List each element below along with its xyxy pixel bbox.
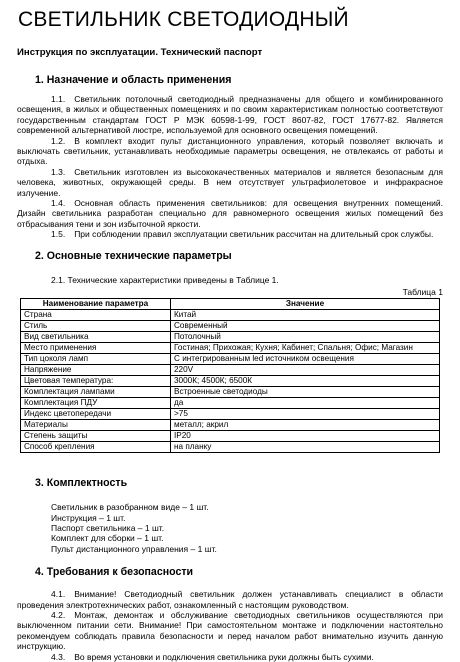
section-4-body bbox=[17, 589, 443, 662]
table-row bbox=[21, 321, 440, 332]
table-header-param: Наименование параметра bbox=[21, 299, 171, 310]
parameter-value-cell: 220V bbox=[171, 365, 440, 376]
parameter-value-cell: С интегрированным led источником освещения bbox=[171, 354, 440, 365]
paragraph-text: В комплект входит пульт дистанционного управления, который позволяет включать и выключать светильник, устанавливать необходимые параметры освещения, не отвлекаясь от работы и отдыха. bbox=[17, 135, 443, 167]
parameter-name-cell: Комплектация ПДУ bbox=[21, 398, 171, 409]
section-1-heading: 1. Назначение и область применения bbox=[35, 74, 232, 86]
paragraph-number: 1.1. bbox=[51, 94, 66, 104]
table-row bbox=[21, 420, 440, 431]
table-row bbox=[21, 376, 440, 387]
kit-item: Пульт дистанционного управления – 1 шт. bbox=[51, 543, 217, 554]
parameter-name-cell: Страна bbox=[21, 310, 171, 321]
table-row bbox=[21, 343, 440, 354]
paragraph bbox=[17, 229, 443, 239]
table-row bbox=[21, 332, 440, 343]
paragraph bbox=[17, 94, 443, 136]
table-row bbox=[21, 409, 440, 420]
parameter-value-cell: 3000К; 4500К; 6500К bbox=[171, 376, 440, 387]
section-3-heading: 3. Комплектность bbox=[35, 477, 128, 490]
paragraph-number: 1.4. bbox=[51, 198, 66, 209]
table-header-row bbox=[21, 299, 440, 310]
parameter-value-cell: Китай bbox=[171, 310, 440, 321]
paragraph-number: 4.2. bbox=[51, 609, 66, 620]
document-subtitle: Инструкция по эксплуатации. Технический паспорт bbox=[17, 47, 263, 58]
parameter-value-cell: Встроенные светодиоды bbox=[171, 387, 440, 398]
parameter-name-cell: Стиль bbox=[21, 321, 171, 332]
kit-list bbox=[51, 502, 443, 554]
parameters-table bbox=[20, 298, 440, 453]
section-4-heading: 4. Требования к безопасности bbox=[35, 566, 194, 579]
kit-item: Паспорт светильника – 1 шт. bbox=[51, 522, 165, 533]
paragraph-text: Светильник потолочный светодиодный предназначены для общего и комбинированного освещения, в жилых и общественных помещениях и по своим характеристикам полностью соответствуют государственным стандартам ГОСТ Р МЭК 60598-1-99, ГОСТ 8607-82, ГОСТ 17677-82. Является современной альтернативой люстре, используемой для основного освещения помещений. bbox=[17, 94, 443, 136]
table-row bbox=[21, 310, 440, 321]
parameter-name-cell: Место применения bbox=[21, 343, 171, 354]
table-header-value: Значение bbox=[171, 299, 440, 310]
paragraph-number: 4.3. bbox=[51, 651, 66, 662]
section-2-heading: 2. Основные технические параметры bbox=[35, 249, 232, 262]
parameter-value-cell: Гостиная; Прихожая; Кухня; Кабинет; Спальня; Офис; Магазин bbox=[171, 343, 440, 354]
parameter-value-cell: на планку bbox=[171, 442, 440, 453]
kit-item: Светильник в разобранном виде – 1 шт. bbox=[51, 502, 209, 513]
table-row bbox=[21, 442, 440, 453]
paragraph bbox=[17, 167, 443, 198]
paragraph-number: 4.1. bbox=[51, 589, 66, 600]
paragraph-text: Светильник изготовлен из высококачественных материалов и является безопасным для человека, животных, окружающей среды. В нем отсутствует ультрафиолетовое и инфракрасное излучение. bbox=[17, 166, 443, 198]
parameter-value-cell: да bbox=[171, 398, 440, 409]
paragraph-text: При соблюдении правил эксплуатации светильник рассчитан на длительный срок службы. bbox=[74, 229, 434, 240]
parameter-value-cell: >75 bbox=[171, 409, 440, 420]
paragraph bbox=[17, 589, 443, 610]
paragraph bbox=[17, 652, 443, 662]
table-row bbox=[21, 365, 440, 376]
parameter-value-cell: IP20 bbox=[171, 431, 440, 442]
paragraph-number: 1.2. bbox=[51, 135, 66, 146]
section-2-intro: 2.1. Технические характеристики приведены в Таблице 1. bbox=[51, 274, 279, 285]
section-1-body bbox=[17, 94, 443, 240]
paragraph-number: 1.5. bbox=[51, 229, 66, 240]
kit-item: Комплект для сборки – 1 шт. bbox=[51, 533, 164, 544]
paragraph bbox=[17, 198, 443, 229]
parameter-name-cell: Вид светильника bbox=[21, 332, 171, 343]
parameter-name-cell: Цветовая температура: bbox=[21, 376, 171, 387]
document-title: СВЕТИЛЬНИК СВЕТОДИОДНЫЙ bbox=[18, 8, 349, 31]
paragraph-text: Во время установки и подключения светильника руки должны быть сухими. bbox=[74, 651, 374, 662]
parameter-value-cell: металл; акрил bbox=[171, 420, 440, 431]
paragraph-text: Основная область применения светильников: для освещения внутренних помещений. Дизайн светильника разработан специально для равномерного освещения жилых помещений без отбрасывания тени и зон избыточной яркости. bbox=[17, 198, 443, 229]
parameter-name-cell: Степень защиты bbox=[21, 431, 171, 442]
paragraph bbox=[17, 136, 443, 167]
parameter-name-cell: Тип цоколя ламп bbox=[21, 354, 171, 365]
table-caption: Таблица 1 bbox=[402, 287, 443, 298]
parameter-name-cell: Способ крепления bbox=[21, 442, 171, 453]
parameter-name-cell: Материалы bbox=[21, 420, 171, 431]
parameter-value-cell: Современный bbox=[171, 321, 440, 332]
paragraph-number: 1.3. bbox=[51, 166, 66, 177]
parameter-value-cell: Потолочный bbox=[171, 332, 440, 343]
paragraph-text: Внимание! Светодиодный светильник должен устанавливать специалист в области проведения электротехнических работ, ознакомленный с настоящим руководством. bbox=[17, 589, 443, 610]
parameter-name-cell: Напряжение bbox=[21, 365, 171, 376]
parameter-name-cell: Индекс цветопередачи bbox=[21, 409, 171, 420]
table-row bbox=[21, 387, 440, 398]
paragraph-text: Монтаж, демонтаж и обслуживание светодиодных светильников осуществляются при выключенном питании сети. Внимание! При самостоятельном монтаже и подключении настоятельно рекомендуем соблюдать правила безопасности и перед началом работ внимательно изучить данную инструкцию. bbox=[17, 609, 443, 652]
kit-item: Инструкция – 1 шт. bbox=[51, 512, 126, 523]
table-row bbox=[21, 431, 440, 442]
parameter-name-cell: Комплектация лампами bbox=[21, 387, 171, 398]
paragraph bbox=[17, 610, 443, 652]
table-row bbox=[21, 398, 440, 409]
table-row bbox=[21, 354, 440, 365]
